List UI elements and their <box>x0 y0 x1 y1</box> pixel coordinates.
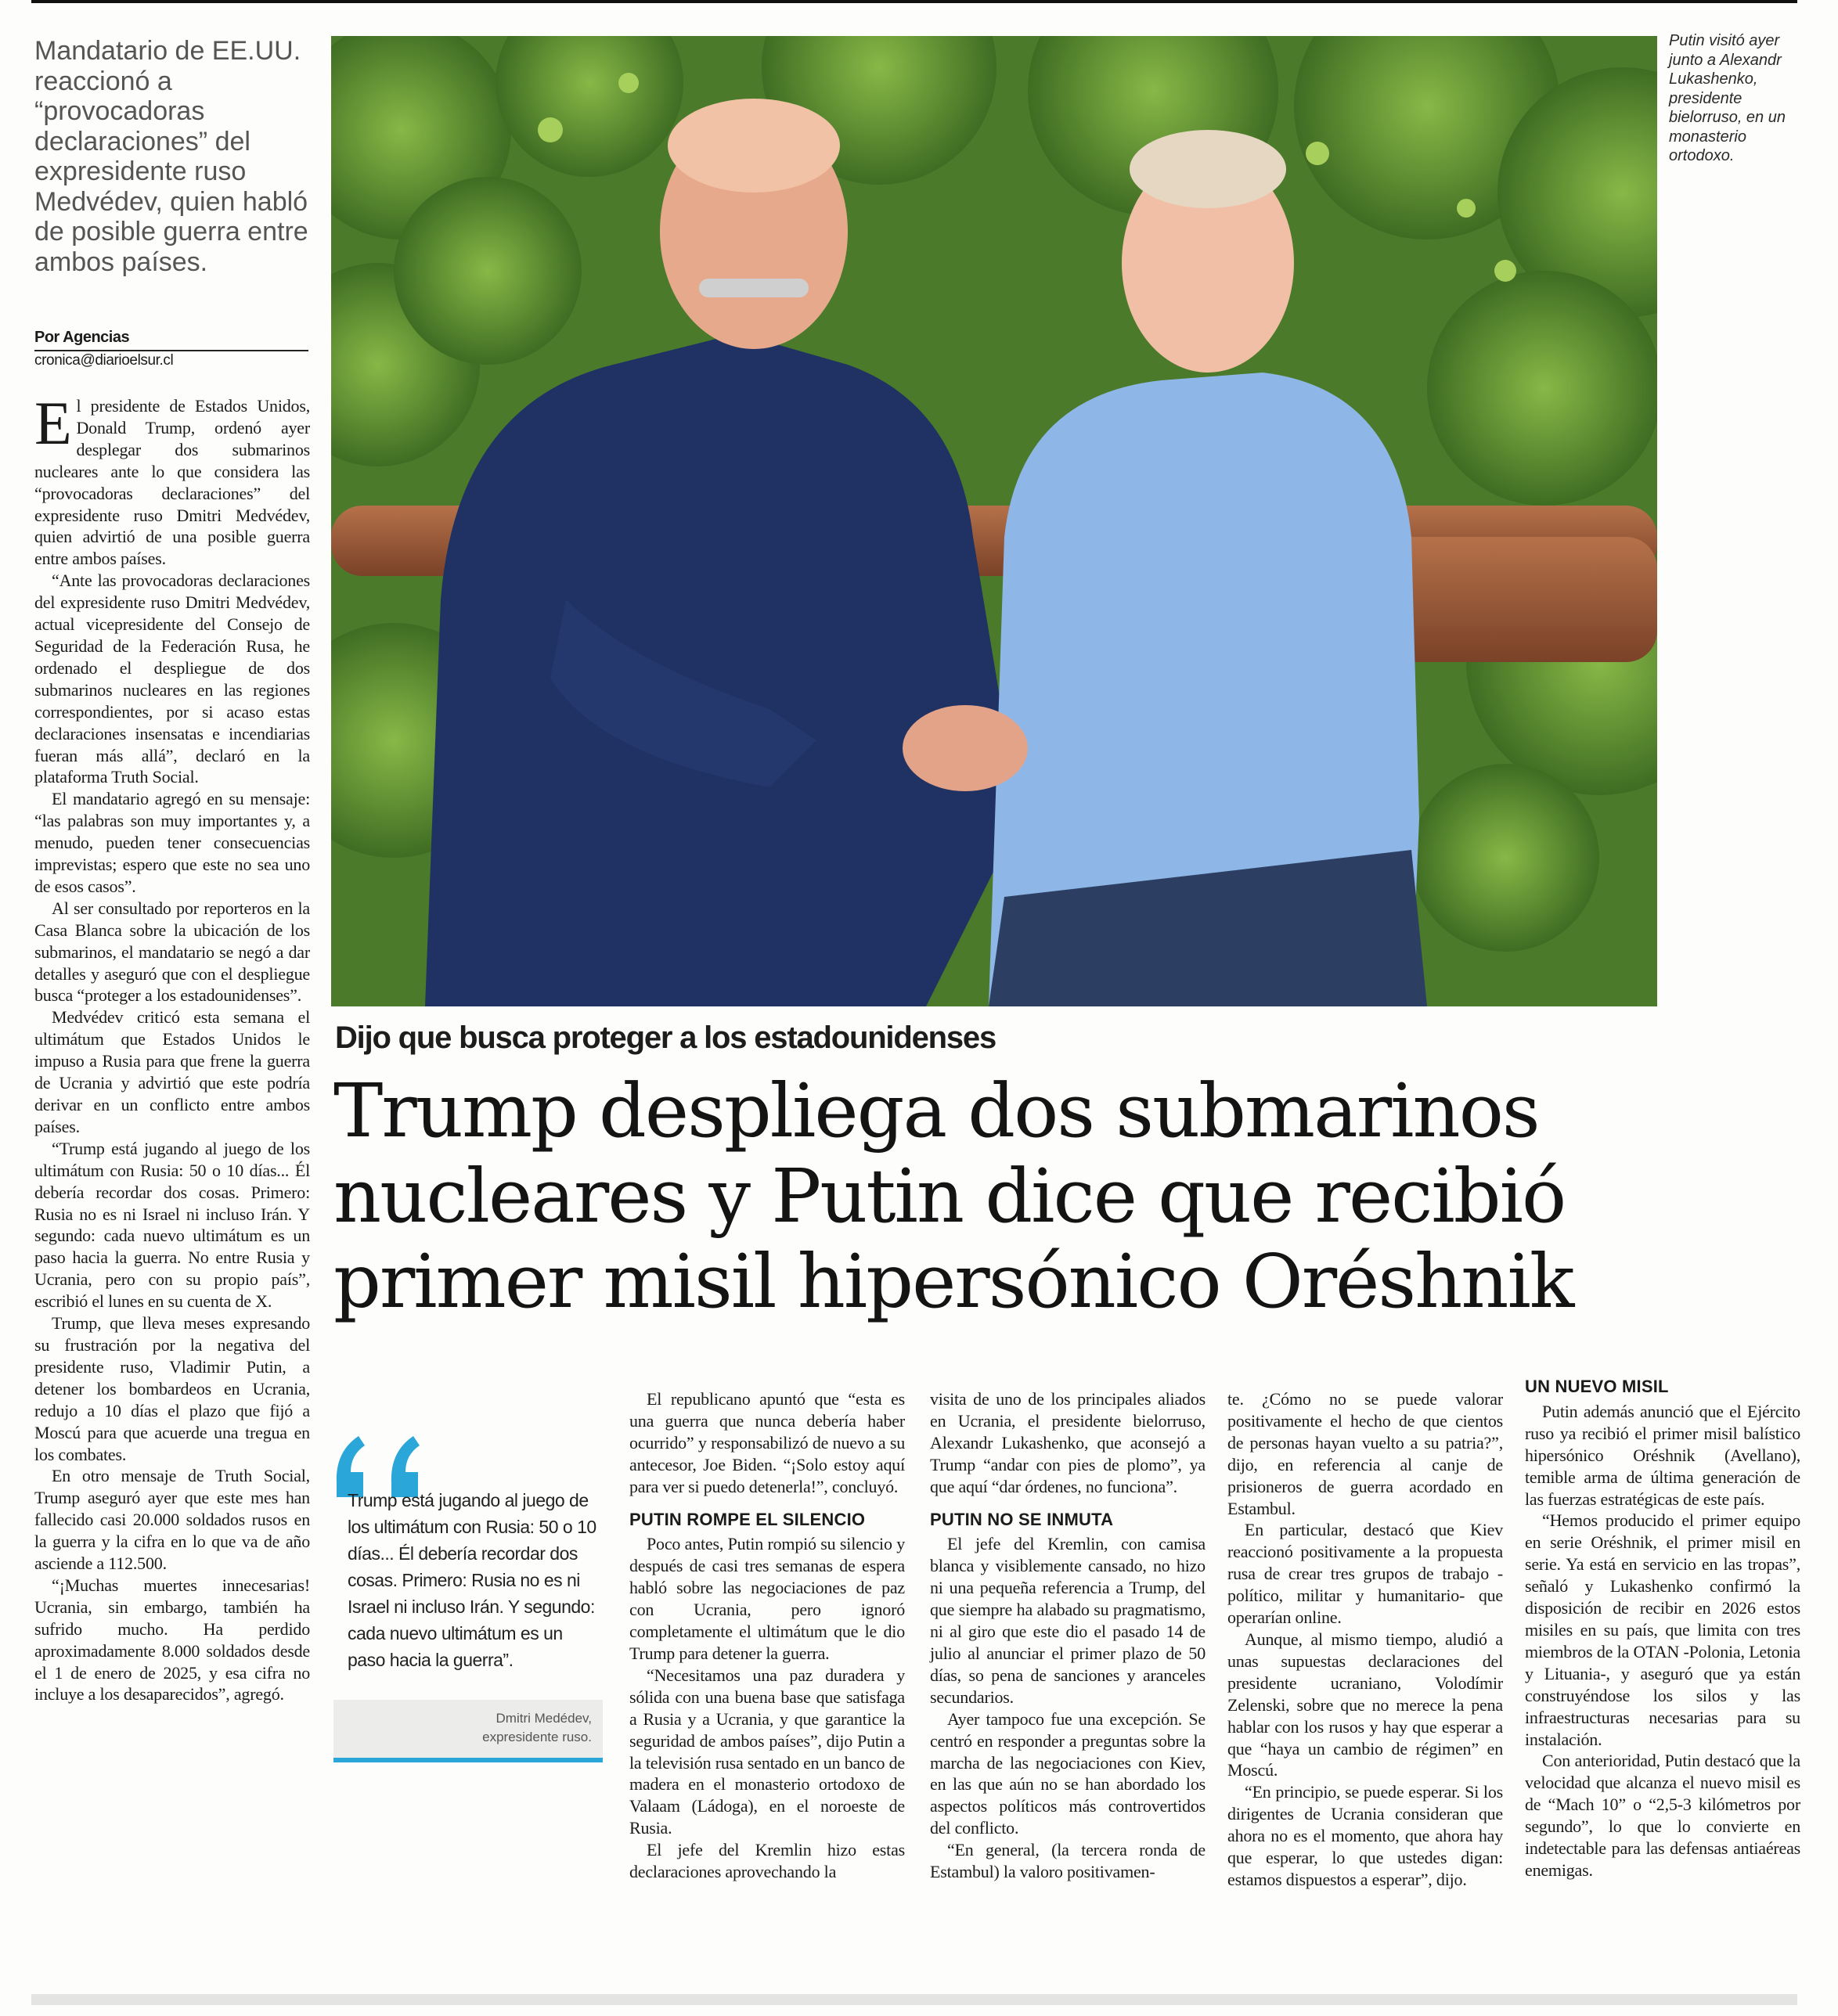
paragraph: Ayer tampoco fue una excepción. Se centró en responder a preguntas sobre la marcha de las negociaciones con Kiev, en las que aún no se han abordado los aspectos políticos más controvertidos del conflicto. <box>930 1708 1206 1838</box>
article-column-3 <box>930 1388 1206 1883</box>
article-column-1 <box>34 389 310 1705</box>
headline: Trump despliega dos submarinos nucleares y Putin dice que recibió primer misil hipersónico Oréshnik <box>333 1068 1573 1325</box>
paragraph: “En general, (la tercera ronda de Estambul) la valoro positivamen- <box>930 1840 1206 1882</box>
paragraph: El jefe del Kremlin hizo estas declaraciones aprovechando la <box>629 1840 905 1882</box>
article-column-5 <box>1525 1376 1800 1881</box>
article-column-2 <box>629 1388 905 1883</box>
subhead: PUTIN ROMPE EL SILENCIO <box>629 1509 866 1529</box>
paragraph: Poco antes, Putin rompió su silencio y después de casi tres semanas de espera habló sobre las negociaciones de paz con Ucrania, pero ignoró completamente el ultimátum que le dio Trump para detener la guerra. <box>629 1534 905 1663</box>
author-email: cronica@diarioelsur.cl <box>34 352 174 369</box>
paragraph: El jefe del Kremlin, con camisa blanca y visiblemente cansado, no hizo ni una pequeña referencia a Trump, del que siempre ha alabado su pragmatismo, ni al giro que este dio el pasado 14 de julio al anunciar el primer plazo de 50 días, so pena de sanciones y aranceles secundarios. <box>930 1534 1206 1707</box>
paragraph: El republicano apuntó que “esta es una guerra que nunca debería haber ocurrido” y responsabilizó de nuevo a su antecesor, Joe Biden. “¡Solo estoy aquí para ver si puedo detenerla!”, concluyó. <box>629 1389 905 1496</box>
top-rule <box>31 0 1797 3</box>
paragraph: “Necesitamos una paz duradera y sólida con una buena base que satisfaga a Rusia y a Ucrania, y que garantice la seguridad de ambos países”, dijo Putin a la televisión rusa sentado en un banco de madera en el monasterio ortodoxo de Valaam (Ládoga), en el noroeste de Rusia. <box>629 1665 905 1838</box>
bottom-rule <box>31 1994 1797 2005</box>
subhead: PUTIN NO SE INMUTA <box>930 1509 1114 1529</box>
pull-quote: Trump está jugando al juego de los ultimátum con Rusia: 50 o 10 días... Él debería recordar dos cosas. Primero: Rusia no es ni Israel ni incluso Irán. Y segundo: cada nuevo ultimátum es un paso hacia la guerra”. <box>348 1490 596 1670</box>
paragraph: Putin además anunció que el Ejército ruso ya recibió el primer misil balístico hipersónico Oréshnik (Avellano), temible arma de última generación de las fuerzas estratégicas de este país. <box>1525 1401 1800 1509</box>
paragraph: “Hemos producido el primer equipo en serie Oréshnik, el primer misil en serie. Ya está en servicio en las tropas”, señaló y Lukashenko confirmó la disposición de recibir en 2026 estos misiles en su país, que limita con tres miembros de la OTAN -Polonia, Letonia y Lituania-, y aseguró que ya están construyéndose los silos y las infraestructuras necesarias para su instalación. <box>1525 1510 1800 1749</box>
paragraph: visita de uno de los principales aliados en Ucrania, el presidente bielorruso, Alexandr Lukashenko, que aconsejó a Trump “andar con pies de plomo”, ya que aquí “dar órdenes, no funciona”. <box>930 1389 1206 1496</box>
quote-attribution <box>333 1700 603 1762</box>
article-column-4 <box>1227 1388 1503 1891</box>
paragraph: l presidente de Estados Unidos, Donald Trump, ordenó ayer desplegar dos submarinos nucleares ante lo que considera las “provocadoras declaraciones” del expresidente ruso Dmitri Medvédev, quien advirtió de una posible guerra entre ambos países. <box>34 396 310 569</box>
paragraph: Medvédev criticó esta semana el ultimátum que Estados Unidos le impuso a Rusia para que frene la guerra de Ucrania y advirtió que este podría derivar en un conflicto entre ambos países. <box>34 1007 310 1136</box>
paragraph: “Ante las provocadoras declaraciones del expresidente ruso Dmitri Medvédev, actual vicepresidente del Consejo de Seguridad de la Federación Rusa, he ordenado el despliegue de dos submarinos nucleares en las regiones correspondientes, por si acaso estas declaraciones insensatas e incendiarias fueran más allá”, declaró en la plataforma Truth Social. <box>34 571 310 787</box>
paragraph: En particular, destacó que Kiev reaccionó positivamente a la propuesta rusa de crear tres grupos de trabajo -político, militar y humanitario- que operarían online. <box>1227 1520 1503 1628</box>
paragraph: Trump, que lleva meses expresando su frustración por la negativa del presidente ruso, Vladimir Putin, a detener los bombardeos en Ucrania, redujo a 10 días el plazo que fijó a Moscú para que acuerde una tregua en los combates. <box>34 1313 310 1464</box>
subhead: UN NUEVO MISIL <box>1525 1377 1669 1396</box>
paragraph: Con anterioridad, Putin destacó que la velocidad que alcanza el nuevo misil es de “Mach 10” o “2,5-3 kilómetros por segundo”, lo que lo convierte en indetectable para las defensas antiaéreas enemigas. <box>1525 1751 1800 1880</box>
paragraph: Aunque, al mismo tiempo, aludió a unas supuestas declaraciones del presidente ucraniano, Volodímir Zelenski, sobre que no merece la pena hablar con los rusos y hay que esperar a que “haya un cambio de régimen” en Moscú. <box>1227 1629 1503 1780</box>
paragraph: En otro mensaje de Truth Social, Trump aseguró ayer que este mes han fallecido casi 20.000 soldados rusos en la guerra y la cifra en lo que va de año asciende a 112.500. <box>34 1466 310 1574</box>
paragraph: El mandatario agregó en su mensaje: “las palabras son muy importantes y, a menudo, pueden tener consecuencias imprevistas; espero que este no sea uno de esos casos”. <box>34 789 310 896</box>
quote-attribution-name: Dmitri Medédev, <box>496 1711 592 1726</box>
photo-caption: Putin visitó ayer junto a Alexandr Lukashenko, presidente bielorruso, en un monasterio ortodoxo. <box>1669 32 1786 164</box>
paragraph: “En principio, se puede esperar. Si los dirigentes de Ucrania consideran que ahora no es el momento, que ahora hay que esperar, lo que ustedes digan: estamos dispuestos a esperar”, dijo. <box>1227 1782 1503 1889</box>
paragraph: “Trump está jugando al juego de los ultimátum con Rusia: 50 o 10 días... Él debería recordar dos cosas. Primero: Rusia no es ni Israel ni incluso Irán. Y segundo: cada nuevo ultimátum es un paso hacia la guerra. No entre Rusia y Ucrania, pero con su propio país”, escribió el lunes en su cuenta de X. <box>34 1138 310 1312</box>
byline: Por Agencias <box>34 329 308 351</box>
paragraph: “¡Muchas muertes innecesarias! Ucrania, sin embargo, también ha sufrido mucho. Ha perdido aproximadamente 8.000 soldados desde el 1 de enero de 2025, y esa cifra no incluye a los desaparecidos”, agregó. <box>34 1575 310 1705</box>
paragraph: Al ser consultado por reporteros en la Casa Blanca sobre la ubicación de los submarinos, el mandatario se negó a dar detalles y aseguró que con el despliegue busca “proteger a los estadounidenses”. <box>34 898 310 1006</box>
photo-illustration <box>331 36 1657 1006</box>
quote-attribution-role: expresidente ruso. <box>482 1730 592 1744</box>
article-photo <box>331 36 1657 1006</box>
paragraph: te. ¿Cómo no se puede valorar positivamente el hecho de que cientos de personas hayan vuelto a su patria?”, dijo, en referencia al canje de prisioneros de guerra acordado en Estambul. <box>1227 1389 1503 1518</box>
article-summary: Mandatario de EE.UU. reaccionó a “provocadoras declaraciones” del expresidente ruso Medvédev, quien habló de posible guerra entre ambos países. <box>34 36 308 277</box>
dropcap: E <box>34 389 72 457</box>
kicker: Dijo que busca proteger a los estadounidenses <box>335 1021 996 1055</box>
